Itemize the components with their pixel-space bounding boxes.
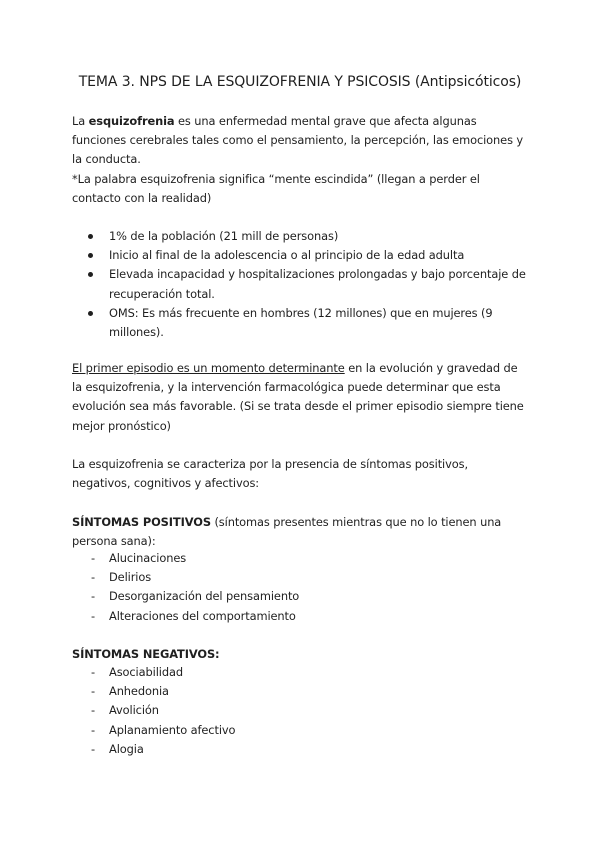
- list-item: [72, 265, 528, 303]
- bullet-icon: [88, 253, 93, 258]
- list-item: [72, 549, 528, 568]
- bullet-text: OMS: Es más frecuente en hombres (12 millones) que en mujeres (9 millones).: [109, 305, 493, 340]
- dash-marker: -: [91, 589, 96, 604]
- symptom-text: Alucinaciones: [109, 551, 187, 565]
- first-episode-paragraph: [72, 359, 528, 436]
- intro-paragraph: [72, 112, 528, 170]
- page-title: TEMA 3. NPS DE LA ESQUIZOFRENIA Y PSICOSIS (Antipsicóticos): [78, 74, 522, 90]
- list-item: [72, 587, 528, 606]
- symptom-text: Aplanamiento afectivo: [109, 722, 236, 737]
- first-episode-rest: en la evolución y gravedad de la esquizofrenia, y la intervención farmacológica puede determinar que esta evolución sea más favorable. (Si se trata desde el primer episodio siempre tiene mejor pronóstico): [72, 361, 524, 433]
- intro-post: es una enfermedad mental grave que afecta algunas funciones cerebrales tales como el pensamiento, la percepción, las emociones y la conducta.: [72, 114, 524, 167]
- intro-pre: La: [72, 114, 89, 128]
- symptom-text: Anhedonia: [109, 684, 169, 699]
- list-item: [72, 607, 528, 626]
- list-item: [72, 701, 528, 720]
- symptom-text: Delirios: [109, 570, 152, 585]
- list-item: [72, 304, 528, 342]
- bullet-list: [72, 227, 528, 342]
- bullet-icon: [88, 234, 93, 239]
- dash-marker: -: [91, 570, 96, 585]
- positive-heading-desc: (síntomas presentes mientras que no lo tienen una persona sana):: [72, 515, 502, 549]
- list-item: [72, 568, 528, 587]
- list-item: [72, 246, 528, 265]
- first-episode-underlined: El primer episodio es un momento determinante: [72, 361, 345, 375]
- negative-symptoms-heading: SÍNTOMAS NEGATIVOS:: [72, 647, 220, 661]
- bullet-text: 1% de la población (21 mill de personas): [109, 229, 339, 243]
- dash-marker: -: [91, 684, 96, 699]
- dash-marker: -: [91, 608, 96, 623]
- list-item: [72, 663, 528, 682]
- dash-marker: -: [91, 703, 96, 718]
- dash-marker: -: [91, 551, 96, 565]
- list-item: [72, 682, 528, 701]
- bullet-icon: [88, 272, 93, 277]
- bullet-text: Elevada incapacidad y hospitalizaciones prolongadas y bajo porcentaje de recuperación total.: [109, 267, 526, 301]
- symptom-text: Asociabilidad: [109, 665, 183, 679]
- note-paragraph: *La palabra esquizofrenia significa “mente escindida” (llegan a perder el contacto con la realidad): [72, 172, 480, 206]
- symptom-text: Avolición: [109, 703, 159, 718]
- characterized-paragraph: La esquizofrenia se caracteriza por la presencia de síntomas positivos, negativos, cognitivos y afectivos:: [72, 457, 468, 491]
- list-item: [72, 721, 528, 740]
- positive-heading-label: SÍNTOMAS POSITIVOS: [72, 515, 211, 529]
- negative-symptoms-list: [72, 663, 528, 759]
- symptom-text: Alogia: [109, 741, 144, 756]
- bullet-text: Inicio al final de la adolescencia o al principio de la edad adulta: [109, 248, 465, 263]
- dash-marker: -: [91, 722, 96, 737]
- symptom-text: Desorganización del pensamiento: [109, 589, 300, 604]
- list-item: [72, 740, 528, 759]
- positive-symptoms-list: [72, 549, 528, 626]
- positive-symptoms-heading: [72, 513, 528, 551]
- bullet-icon: [88, 311, 93, 316]
- dash-marker: -: [91, 741, 96, 756]
- list-item: [72, 227, 528, 246]
- dash-marker: -: [91, 665, 96, 679]
- intro-bold-term: esquizofrenia: [88, 114, 175, 128]
- symptom-text: Alteraciones del comportamiento: [109, 608, 296, 623]
